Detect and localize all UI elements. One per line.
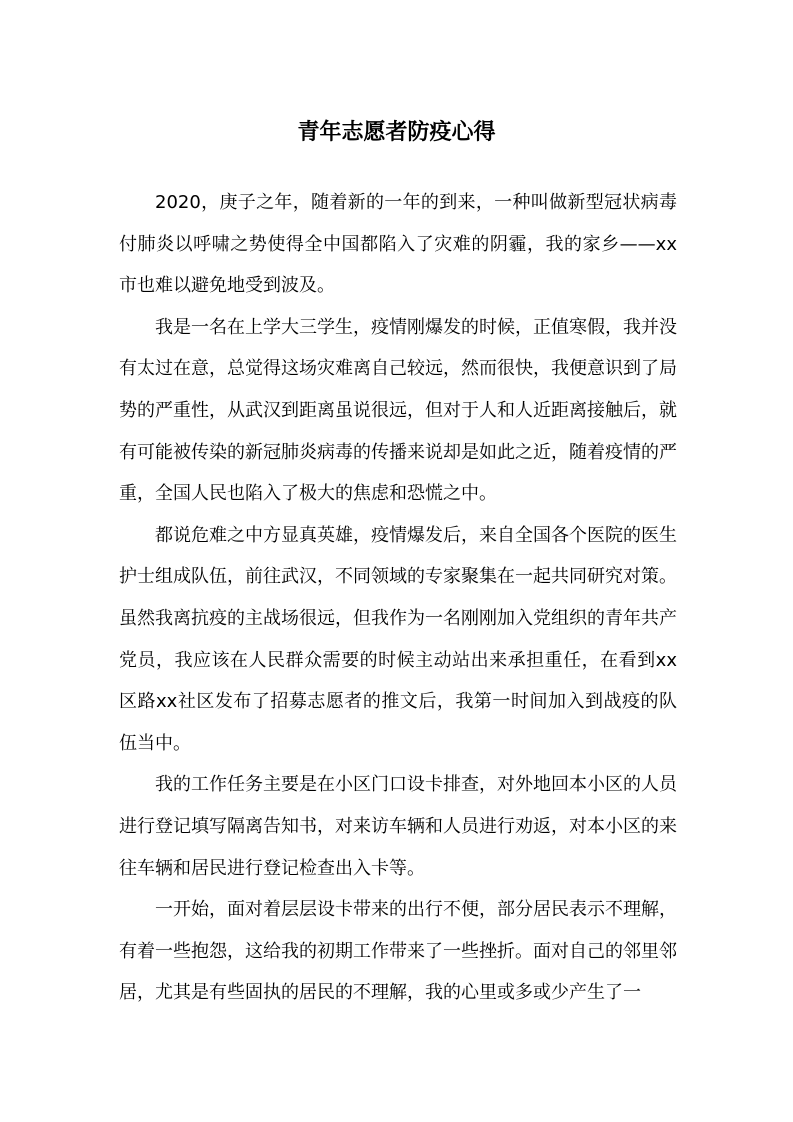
paragraph-1: 2020，庚子之年，随着新的一年的到来，一种叫做新型冠状病毒付肺炎以呼啸之势使得全中国都陷入了灾难的阴霾，我的家乡——xx市也难以避免地受到波及。 bbox=[119, 192, 677, 297]
paragraph-3: 都说危难之中方显真英雄，疫情爆发后，来自全国各个医院的医生护士组成队伍，前往武汉，不同领域的专家聚集在一起共同研究对策。虽然我离抗疫的主战场很远，但我作为一名刚刚加入党组织的青年共产党员，我应该在人民群众需要的时候主动站出来承担重任，在看到xx区路xx社区发布了招募志愿者的推文后，我第一时间加入到战疫的队伍当中。 bbox=[119, 524, 677, 754]
paragraph-2: 我是一名在上学大三学生，疫情刚爆发的时候，正值寒假，我并没有太过在意，总觉得这场灾难离自己较远，然而很快，我便意识到了局势的严重性，从武汉到距离虽说很远，但对于人和人近距离接触后，就有可能被传染的新冠肺炎病毒的传播来说却是如此之近，随着疫情的严重，全国人民也陷入了极大的焦虑和恐慌之中。 bbox=[119, 316, 677, 505]
document-body bbox=[119, 182, 677, 1014]
paragraph-5: 一开始，面对着层层设卡带来的出行不便，部分居民表示不理解，有着一些抱怨，这给我的初期工作带来了一些挫折。面对自己的邻里邻居，尤其是有些固执的居民的不理解，我的心里或多或少产生了一 bbox=[119, 899, 677, 1004]
paragraph-4: 我的工作任务主要是在小区门口设卡排查，对外地回本小区的人员进行登记填写隔离告知书，对来访车辆和人员进行劝返，对本小区的来往车辆和居民进行登记检查出入卡等。 bbox=[119, 774, 677, 879]
page-title: 青年志愿者防疫心得 bbox=[297, 119, 496, 145]
